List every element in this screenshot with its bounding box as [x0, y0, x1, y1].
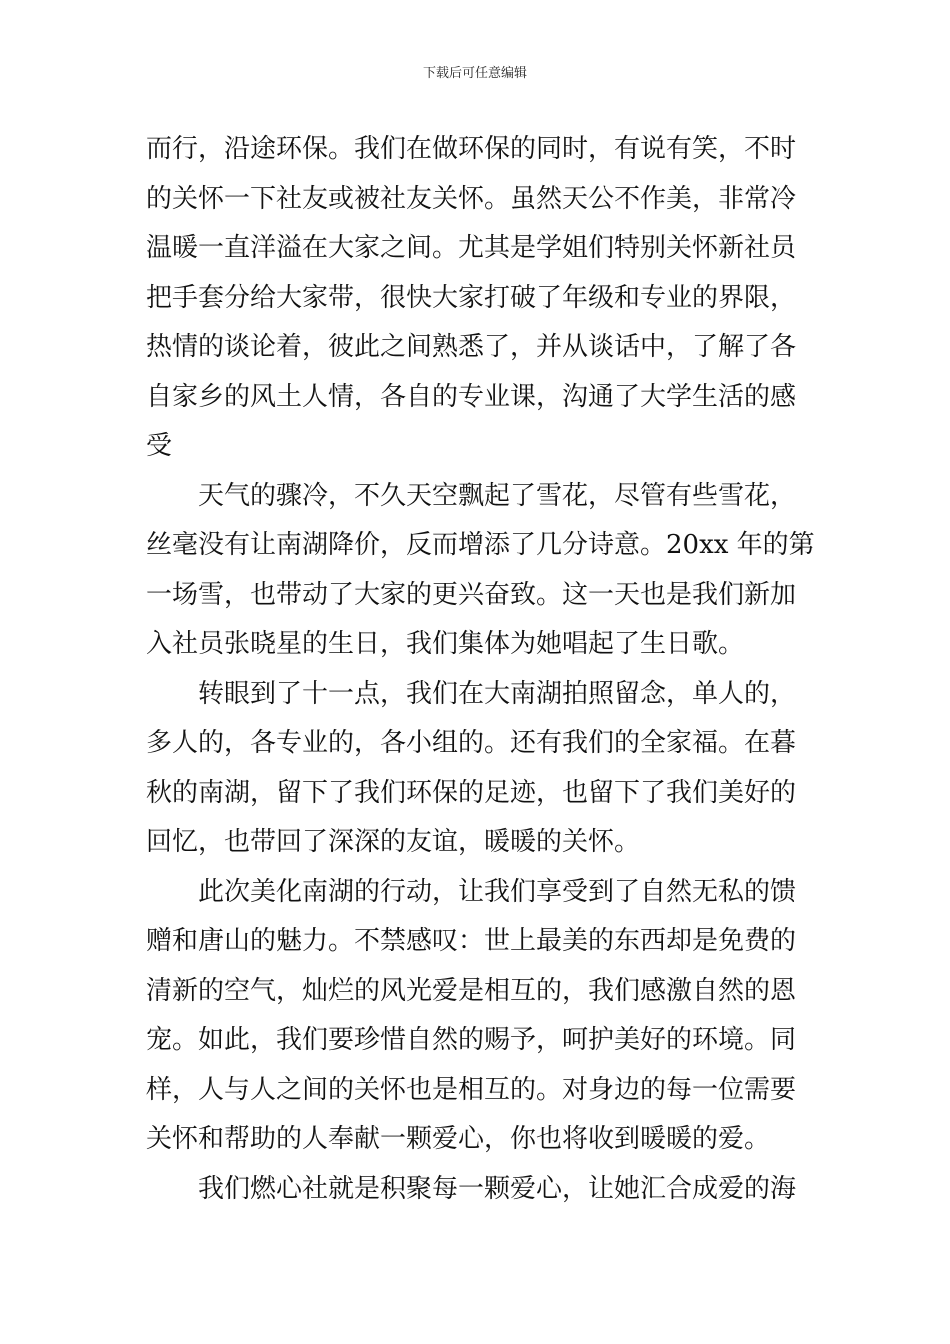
text-line: 清新的空气，灿烂的风光爱是相互的，我们感激自然的恩	[146, 975, 797, 1006]
paragraph-first-line: 转眼到了十一点，我们在大南湖拍照留念，单人的，	[198, 678, 797, 709]
text-line: 而行，沿途环保。我们在做环保的同时，有说有笑，不时	[146, 134, 797, 164]
text-line: 样，人与人之间的关怀也是相互的。对身边的每一位需要	[146, 1074, 797, 1105]
text-line: 多人的，各专业的，各小组的。还有我们的全家福。在暮	[146, 728, 797, 758]
text-line: 赠和唐山的魅力。不禁感叹：世上最美的东西却是免费的	[146, 926, 797, 956]
paragraph-first-line: 天气的骤冷，不久天空飘起了雪花，尽管有些雪花，	[198, 480, 797, 511]
text-line: 回忆，也带回了深深的友谊，暖暖的关怀。	[146, 827, 641, 857]
text-line: 入社员张晓星的生日，我们集体为她唱起了生日歌。	[146, 629, 745, 659]
document-body	[146, 125, 815, 1214]
text-line: 丝毫没有让南湖降价，反而增添了几分诗意。20xx 年的第	[146, 530, 815, 560]
text-line: 秋的南湖，留下了我们环保的足迹，也留下了我们美好的	[146, 777, 797, 808]
text-line: 的关怀一下社友或被社友关怀。虽然天公不作美，非常冷	[146, 183, 797, 214]
text-line: 热情的谈论着，彼此之间熟悉了，并从谈话中，了解了各	[146, 332, 797, 362]
text-line: 温暖一直洋溢在大家之间。尤其是学姐们特别关怀新社员	[146, 233, 797, 263]
text-line: 把手套分给大家带，很快大家打破了年级和专业的界限，	[146, 282, 797, 313]
text-line: 受	[146, 431, 173, 461]
text-line: 关怀和帮助的人奉献一颗爱心，你也将收到暖暖的爱。	[146, 1124, 771, 1154]
paragraph-first-line: 此次美化南湖的行动，让我们享受到了自然无私的馈	[198, 876, 797, 907]
text-line: 自家乡的风土人情，各自的专业课，沟通了大学生活的感	[146, 381, 797, 412]
paragraph-first-line: 我们燃心社就是积聚每一颗爱心，让她汇合成爱的海	[198, 1173, 797, 1204]
page-header: 下载后可任意编辑	[422, 66, 527, 81]
text-line: 一场雪，也带动了大家的更兴奋致。这一天也是我们新加	[146, 579, 797, 610]
text-line: 宠。如此，我们要珍惜自然的赐予，呵护美好的环境。同	[146, 1025, 797, 1055]
